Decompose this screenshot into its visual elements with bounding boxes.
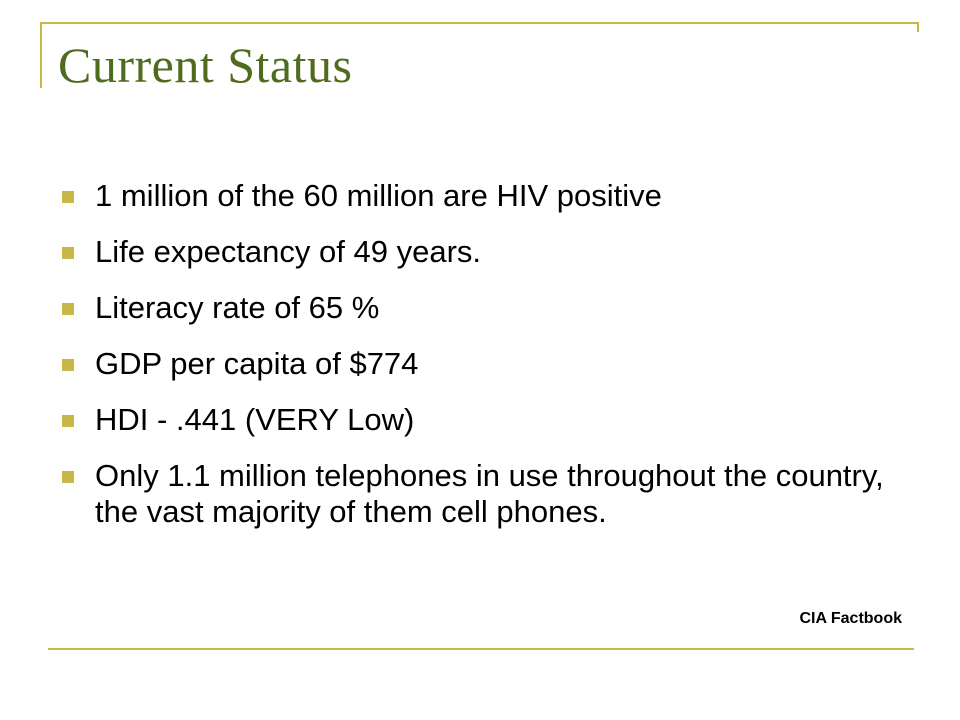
bullet-item	[62, 178, 912, 214]
bullet-text: Literacy rate of 65 %	[95, 290, 380, 325]
frame-bottom-line	[48, 648, 914, 650]
bullet-text: Life expectancy of 49 years.	[95, 234, 482, 269]
frame-right-tick	[917, 22, 919, 32]
bullet-item	[62, 346, 912, 382]
slide-title: Current Status	[58, 37, 353, 93]
bullet-item	[62, 234, 912, 270]
bullet-item	[62, 402, 912, 438]
bullet-text: GDP per capita of $774	[95, 346, 419, 381]
square-bullet-icon	[62, 191, 74, 203]
frame-top-line	[40, 22, 919, 24]
square-bullet-icon	[62, 303, 74, 315]
bullet-item	[62, 458, 912, 530]
square-bullet-icon	[62, 359, 74, 371]
bullet-list	[62, 178, 912, 550]
bullet-text: 1 million of the 60 million are HIV positive	[95, 178, 662, 213]
bullet-item	[62, 290, 912, 326]
bullet-text: Only 1.1 million telephones in use throughout the country, the vast majority of them cell phones.	[95, 458, 884, 529]
frame-left-line	[40, 22, 42, 88]
source-citation: CIA Factbook	[799, 610, 902, 627]
bullet-text: HDI - .441 (VERY Low)	[95, 402, 415, 437]
square-bullet-icon	[62, 415, 74, 427]
square-bullet-icon	[62, 471, 74, 483]
square-bullet-icon	[62, 247, 74, 259]
